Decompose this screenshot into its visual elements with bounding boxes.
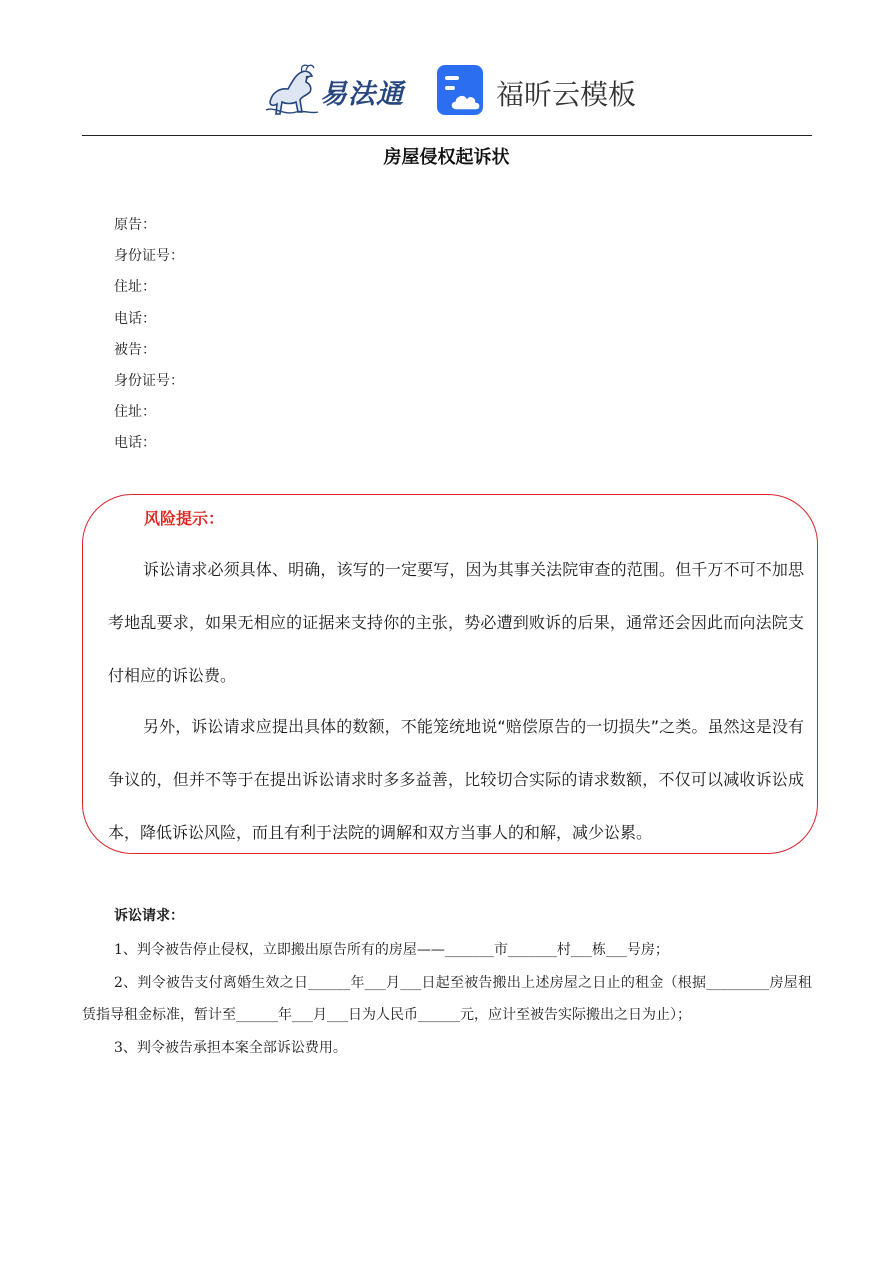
defendant-address-label: 住址： xyxy=(114,404,156,421)
defendant-label: 被告： xyxy=(114,341,156,358)
yifatong-logo xyxy=(262,62,412,120)
plaintiff-address-label: 住址： xyxy=(114,279,156,296)
claim-item: 2、判令被告支付离婚生效之日______年___月___日起至被告搬出上述房屋之日止的租金（根据_________房屋租赁指导租金标准，暂计至______年___月___日为人民币______元，应计至被告实际搬出之日为止）； xyxy=(82,974,812,1023)
plaintiff-label: 原告： xyxy=(114,217,156,233)
claim-item: 3、判令被告承担本案全部诉讼费用。 xyxy=(114,1039,347,1056)
risk-notice-paragraph: 另外，诉讼请求应提出具体的数额，不能笼统地说“赔偿原告的一切损失”之类。虽然这是没有争议的，但并不等于在提出诉讼请求时多多益善，比较切合实际的请求数额，不仅可以减收诉讼成本，降低诉讼风险，而且有利于法院的调解和双方当事人的和解，减少讼累。 xyxy=(108,717,804,842)
defendant-phone-label: 电话： xyxy=(114,435,156,452)
risk-notice-paragraph: 诉讼请求必须具体、明确，该写的一定要写，因为其事关法院审查的范围。但千万不可不加思考地乱要求，如果无相应的证据来支持你的主张，势必遭到败诉的后果，通常还会因此而向法院支付相应的诉讼费。 xyxy=(108,560,804,685)
plaintiff-phone-label: 电话： xyxy=(114,310,156,327)
header-divider xyxy=(82,135,812,136)
cloud-document-icon xyxy=(436,64,488,116)
party-info-list xyxy=(114,210,184,460)
qilin-icon xyxy=(262,62,322,120)
fuxin-logo xyxy=(436,64,636,120)
fuxin-logo-text: 福昕云模板 xyxy=(496,78,637,111)
yifatong-logo-text: 易法通 xyxy=(320,79,404,110)
document-title: 房屋侵权起诉状 xyxy=(383,147,510,168)
header-logos xyxy=(0,60,893,124)
claims-list xyxy=(82,934,812,1064)
risk-notice-title: 风险提示： xyxy=(144,509,225,528)
claims-heading: 诉讼请求： xyxy=(114,908,184,924)
plaintiff-id-label: 身份证号： xyxy=(114,248,184,265)
claim-item: 1、判令被告停止侵权，立即搬出原告所有的房屋——_______市_______村___栋___号房； xyxy=(114,942,669,958)
defendant-id-label: 身份证号： xyxy=(114,372,184,389)
